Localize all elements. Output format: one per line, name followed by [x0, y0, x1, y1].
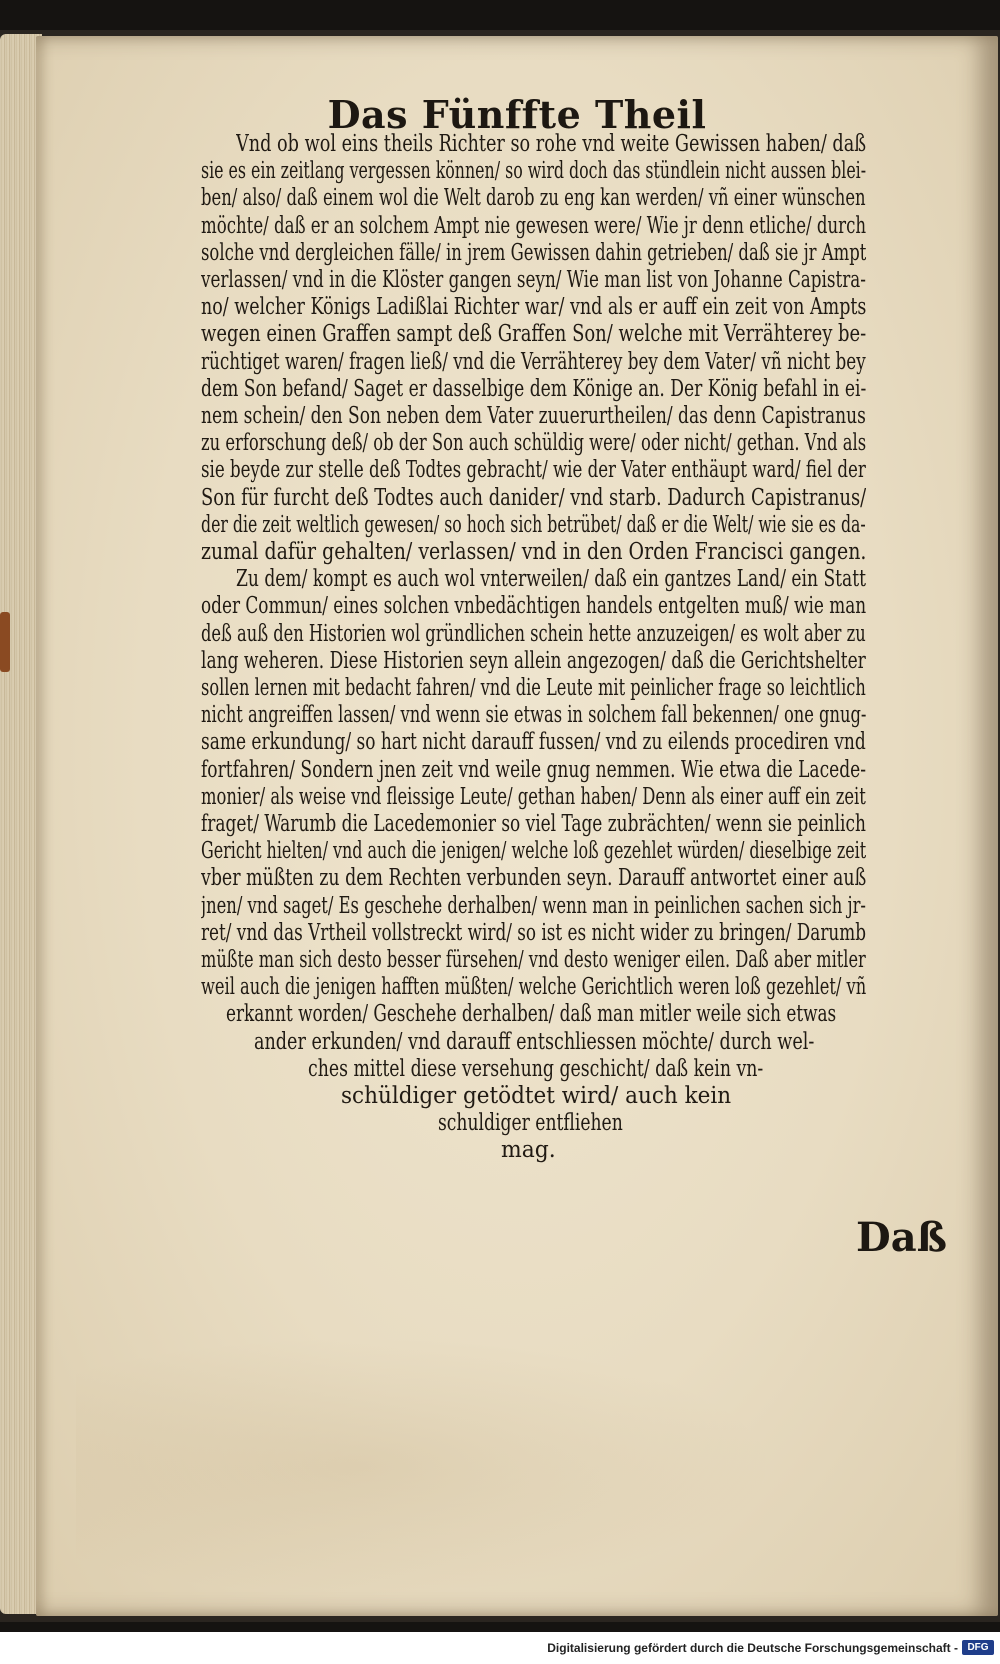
- text-line: ander erkunden/ vnd darauff entschliessen möchte/ durch wel-: [254, 1028, 815, 1055]
- text-line: mag.: [501, 1137, 556, 1164]
- text-line: zu erforschung deß/ ob der Son auch schüldig were/ oder nicht/ gethan. Vnd als: [201, 430, 867, 457]
- text-line: nem schein/ den Son neben dem Vater zuuerurtheilen/ das denn Capistranus: [201, 403, 866, 429]
- text-line: ret/ vnd das Vrtheil vollstreckt wird/ so ist es nicht wider zu bringen/ Darumb: [201, 919, 866, 946]
- text-line: Vnd ob wol eins theils Richter so rohe vnd weite Gewissen haben/ daß: [236, 131, 867, 157]
- text-line: weil auch die jenigen hafften müßten/ welche Gerichtlich weren loß gezehlet/ vñ: [201, 974, 867, 1001]
- book-page: [36, 36, 998, 1616]
- text-line: ches mittel diese versehung geschicht/ daß kein vn-: [308, 1055, 764, 1082]
- catchword: Daß: [856, 1214, 947, 1261]
- text-line: der die zeit weltlich gewesen/ so hoch sich betrübet/ daß er die Welt/ wie sie es da-: [201, 511, 866, 538]
- dfg-logo: DFG: [962, 1640, 994, 1655]
- funding-credit: Digitalisierung gefördert durch die Deutsche Forschungsgemeinschaft -: [547, 1641, 958, 1655]
- text-line: nicht angreiffen lassen/ vnd wenn sie etwas in solchem fall bekennen/ one gnug-: [201, 702, 867, 729]
- text-line: zumal dafür gehalten/ verlassen/ vnd in den Orden Francisci gangen.: [201, 539, 867, 565]
- text-line: same erkundung/ so hart nicht darauff fussen/ vnd zu eilends procediren vnd: [201, 729, 866, 756]
- text-line: verlassen/ vnd in die Klöster gangen seyn/ Wie man list von Johanne Capistra-: [201, 267, 866, 293]
- text-line: Gericht hielten/ vnd auch die jenigen/ welche loß gezehlet würden/ dieselbige zeit: [201, 838, 867, 865]
- text-line: sie beyde zur stelle deß Todtes gebracht/ wie der Vater enthäupt ward/ fiel der: [201, 457, 866, 484]
- text-line: ben/ also/ daß einem wol die Welt darob zu eng kan werden/ vñ einer wünschen: [201, 185, 866, 212]
- text-line: lang weheren. Diese Historien seyn allein angezogen/ daß die Gerichtshelter: [201, 647, 866, 674]
- text-line: Son für furcht deß Todtes auch danider/ vnd starb. Dadurch Capistranus/: [201, 484, 867, 511]
- text-line: müßte man sich desto besser fürsehen/ vnd desto weniger eilen. Daß aber mitler: [201, 947, 866, 973]
- text-line: fraget/ Warumb die Lacedemonier so viel Tage zubrächten/ wenn sie peinlich: [201, 811, 866, 837]
- text-line: sie es ein zeitlang vergessen können/ so wird doch das stündlein nicht aussen blei-: [201, 158, 867, 185]
- text-line: oder Commun/ eines solchen vnbedächtigen handels entgelten muß/ wie man: [201, 593, 867, 620]
- text-line: rüchtiget waren/ fragen ließ/ vnd die Verrähterey bey dem Vater/ vñ nicht bey: [201, 348, 866, 375]
- text-line: fortfahren/ Sondern jnen zeit vnd weile gnug nemmen. Wie etwa die Lacede-: [201, 756, 866, 783]
- bookmark-ribbon: [0, 612, 10, 672]
- text-line: vber müßten zu dem Rechten verbunden seyn. Darauff antwortet einer auß: [201, 865, 867, 892]
- text-line: wegen einen Graffen sampt deß Graffen Son/ welche mit Verrähterey be-: [201, 321, 867, 348]
- text-line: deß auß den Historien wol gründlichen schein hette anzuzeigen/ es wolt aber zu: [201, 620, 866, 647]
- running-title: Das Fünffte Theil: [327, 92, 707, 137]
- text-line: erkannt worden/ Geschehe derhalben/ daß man mitler weile sich etwas: [226, 1001, 837, 1028]
- text-line: sollen lernen mit bedacht fahren/ vnd die Leute mit peinlicher frage so leichtlich: [201, 675, 866, 701]
- text-line: schuldiger entfliehen: [438, 1110, 623, 1137]
- text-line: no/ welcher Königs Ladißlai Richter war/ vnd als er auff ein zeit von Ampts: [201, 294, 867, 321]
- footer-bar: [0, 1632, 1000, 1664]
- text-line: monier/ als weise vnd fleissige Leute/ gethan haben/ Denn als einer auff ein zeit: [201, 783, 866, 810]
- text-line: möchte/ daß er an solchem Ampt nie gewesen were/ Wie jr denn etliche/ durch: [201, 212, 867, 239]
- text-line: solche vnd dergleichen fälle/ in jrem Gewissen dahin getrieben/ daß sie jr Ampt: [201, 239, 867, 266]
- text-line: jnen/ vnd saget/ Es geschehe derhalben/ wenn man in peinlichen sachen sich jr-: [201, 892, 866, 919]
- text-line: Zu dem/ kompt es auch wol vnterweilen/ daß ein gantzes Land/ ein Statt: [236, 566, 866, 593]
- text-line: dem Son befand/ Saget er dasselbige dem Könige an. Der König befahl in ei-: [201, 375, 867, 402]
- paper-stain: [76, 1336, 776, 1596]
- text-line: schüldiger getödtet wird/ auch kein: [341, 1083, 732, 1109]
